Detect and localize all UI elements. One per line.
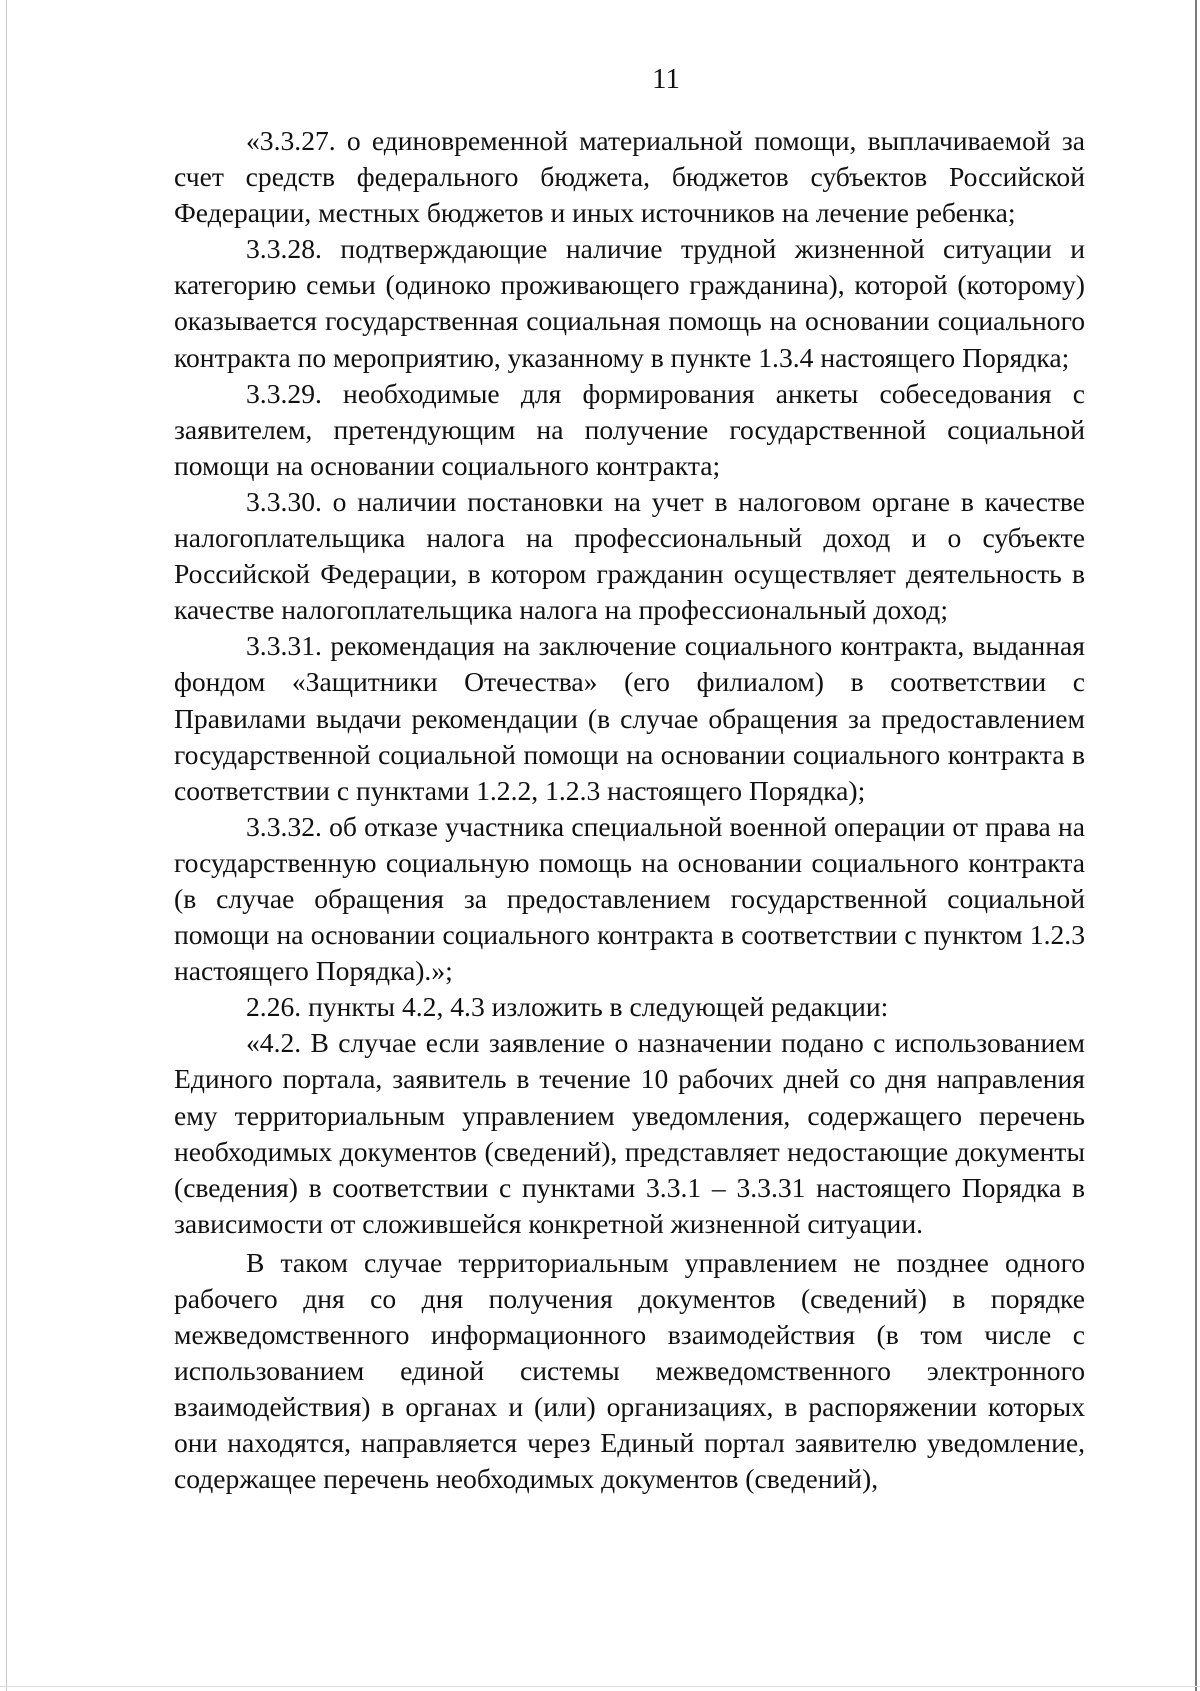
paragraph-2-26: 2.26. пункты 4.2, 4.3 изложить в следующей редакции: xyxy=(246,991,889,1023)
paragraph-4-2: «4.2. В случае если заявление о назначении подано с использованием Единого портала, заявитель в течение 10 рабочих дней со дня направления ему территориальным управлением уведомления, содержащего перечень необходимых документов (сведений), представляет недостающие документы (сведения) в соответствии с пунктами 3.3.1 – 3.3.31 настоящего Порядка в зависимости от сложившейся конкретной жизненной ситуации. xyxy=(174,1027,1085,1239)
paragraph-3-3-30: 3.3.30. о наличии постановки на учет в налоговом органе в качестве налогоплательщика налога на профессиональный доход и о субъекте Российской Федерации, в котором гражданин осуществляет деятельность в качестве налогоплательщика налога на профессиональный доход; xyxy=(174,485,1085,626)
paragraph-4-2-continuation: В таком случае территориальным управлением не позднее одного рабочего дня со дня получения документов (сведений) в порядке межведомственного информационного взаимодействия (в том числе с использованием единой системы межведомственного электронного взаимодействия) в органах и (или) организациях, в распоряжении которых они находятся, направляется через Единый портал заявителю уведомление, содержащее перечень необходимых документов (сведений), xyxy=(174,1246,1085,1495)
document-body xyxy=(174,123,1085,1498)
scan-edge-right xyxy=(1195,0,1197,1691)
scan-edge-bottom xyxy=(0,1686,1200,1687)
paragraph-3-3-27: «3.3.27. о единовременной материальной помощи, выплачиваемой за счет средств федерального бюджета, бюджетов субъектов Российской Федерации, местных бюджетов и иных источников на лечение ребенка; xyxy=(174,125,1085,229)
paragraph-3-3-29: 3.3.29. необходимые для формирования анкеты собеседования с заявителем, претендующим на получение государственной социальной помощи на основании социального контракта; xyxy=(174,377,1085,481)
scan-edge-left xyxy=(6,0,7,1691)
paragraph-3-3-32: 3.3.32. об отказе участника специальной военной операции от права на государственную социальную помощь на основании социального контракта (в случае обращения за предоставлением государственной социальной помощи на основании социального контракта в соответствии с пунктом 1.2.3 настоящего Порядка).»; xyxy=(174,810,1085,987)
paragraph-3-3-28: 3.3.28. подтверждающие наличие трудной жизненной ситуации и категорию семьи (одиноко проживающего гражданина), которой (которому) оказывается государственная социальная помощь на основании социального контракта по мероприятию, указанному в пункте 1.3.4 настоящего Порядка; xyxy=(174,233,1085,373)
page-number: 11 xyxy=(652,63,680,95)
paragraph-3-3-31: 3.3.31. рекомендация на заключение социального контракта, выданная фондом «Защитники Отечества» (его филиалом) в соответствии с Правилами выдачи рекомендации (в случае обращения за предоставлением государственной социальной помощи на основании социального контракта в соответствии с пунктами 1.2.2, 1.2.3 настоящего Порядка); xyxy=(174,630,1085,806)
